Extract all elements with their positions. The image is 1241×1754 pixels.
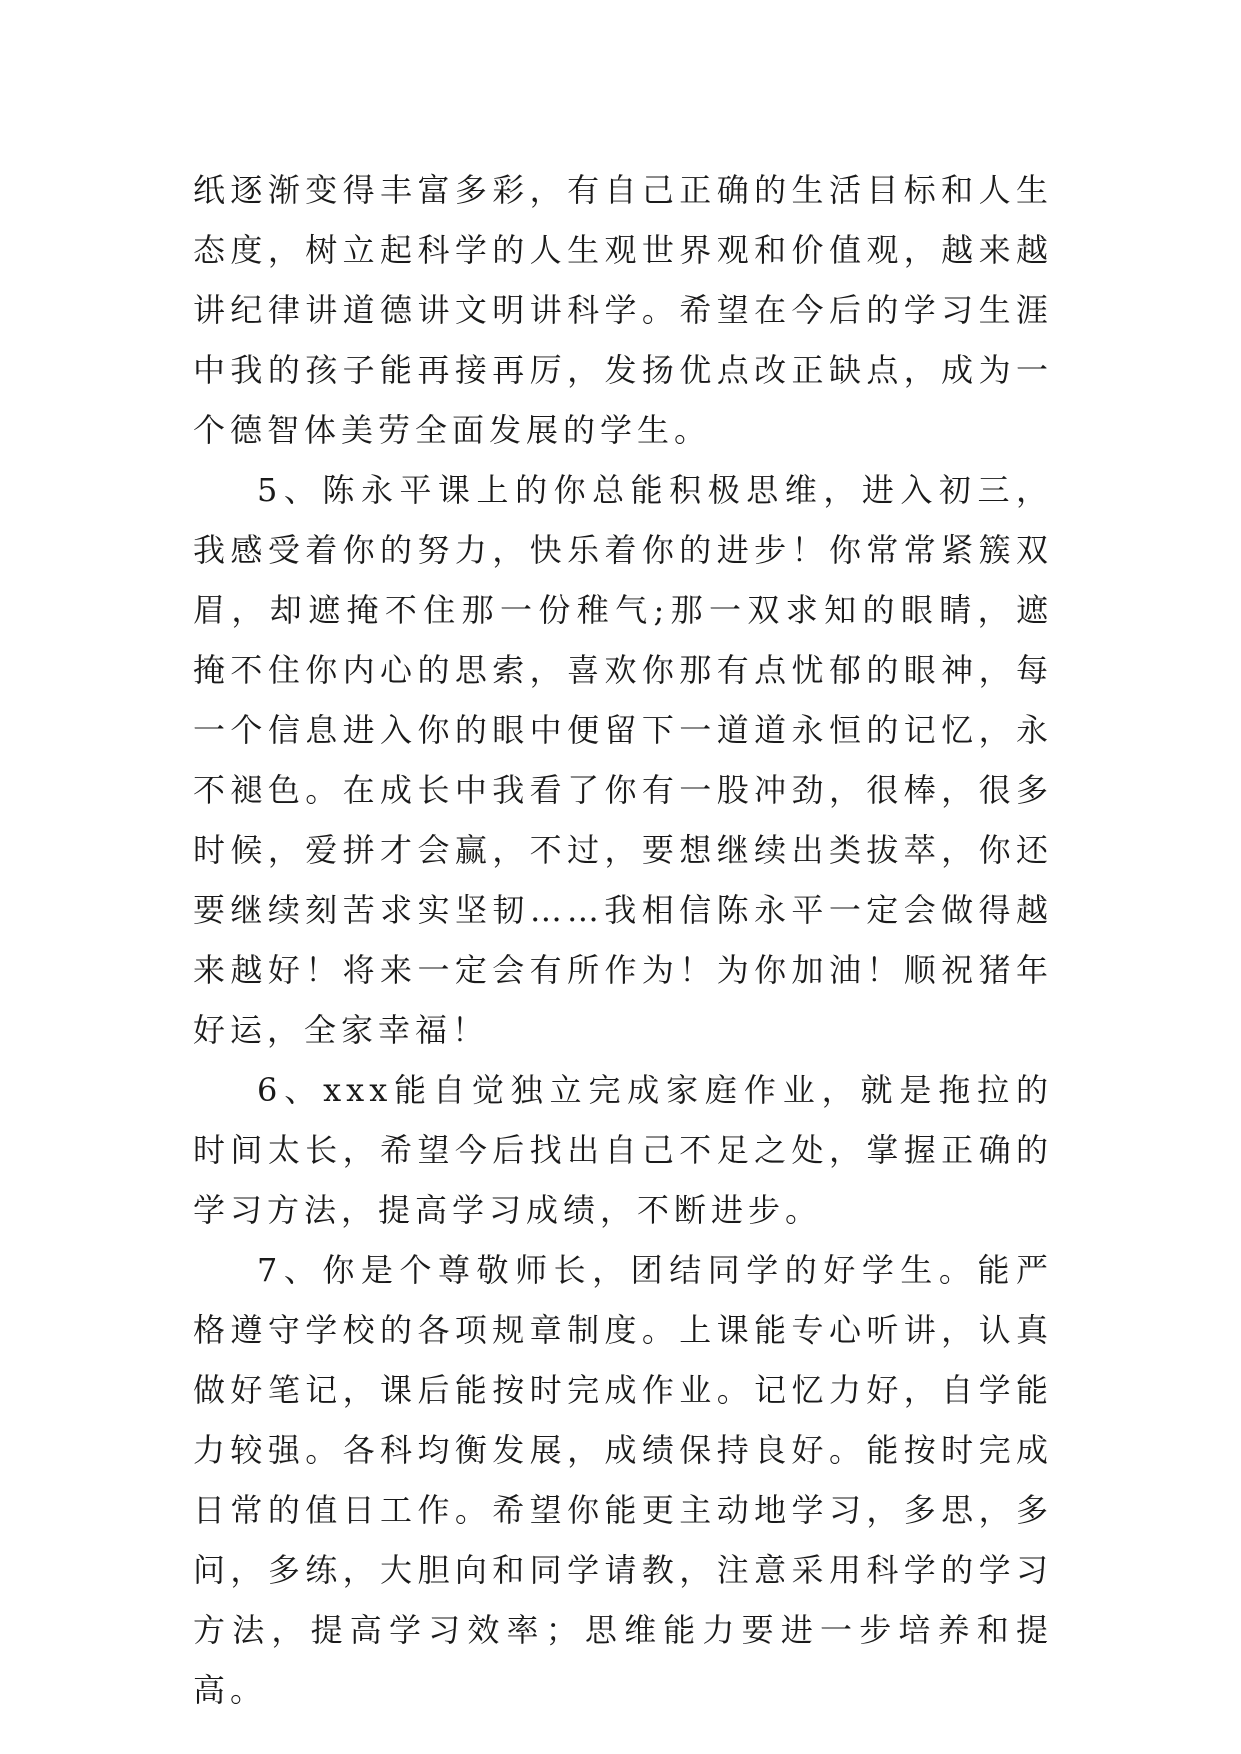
- paragraph-item-6: 6、xxx能自觉独立完成家庭作业，就是拖拉的时间太长，希望今后找出自己不足之处，掌握正确的学习方法，提高学习成绩，不断进步。: [193, 1071, 1053, 1229]
- paragraph-continuation: 纸逐渐变得丰富多彩，有自己正确的生活目标和人生态度，树立起科学的人生观世界观和价值观，越来越讲纪律讲道德讲文明讲科学。希望在今后的学习生涯中我的孩子能再接再厉，发扬优点改正缺点，成为一个德智体美劳全面发展的学生。: [193, 171, 1053, 449]
- document-body: [193, 160, 1053, 1720]
- paragraph-item-5: 5、陈永平课上的你总能积极思维，进入初三，我感受着你的努力，快乐着你的进步！你常常紧簇双眉，却遮掩不住那一份稚气;那一双求知的眼睛，遮掩不住你内心的思索，喜欢你那有点忧郁的眼神，每一个信息进入你的眼中便留下一道道永恒的记忆，永不褪色。在成长中我看了你有一股冲劲，很棒，很多时候，爱拼才会赢，不过，要想继续出类拔萃，你还要继续刻苦求实坚韧……我相信陈永平一定会做得越来越好！将来一定会有所作为！为你加油！顺祝猪年好运，全家幸福！: [193, 471, 1053, 1049]
- paragraph-item-7: 7、你是个尊敬师长，团结同学的好学生。能严格遵守学校的各项规章制度。上课能专心听讲，认真做好笔记，课后能按时完成作业。记忆力好，自学能力较强。各科均衡发展，成绩保持良好。能按时完成日常的值日工作。希望你能更主动地学习，多思，多问，多练，大胆向和同学请教，注意采用科学的学习方法，提高学习效率；思维能力要进一步培养和提高。: [193, 1251, 1053, 1709]
